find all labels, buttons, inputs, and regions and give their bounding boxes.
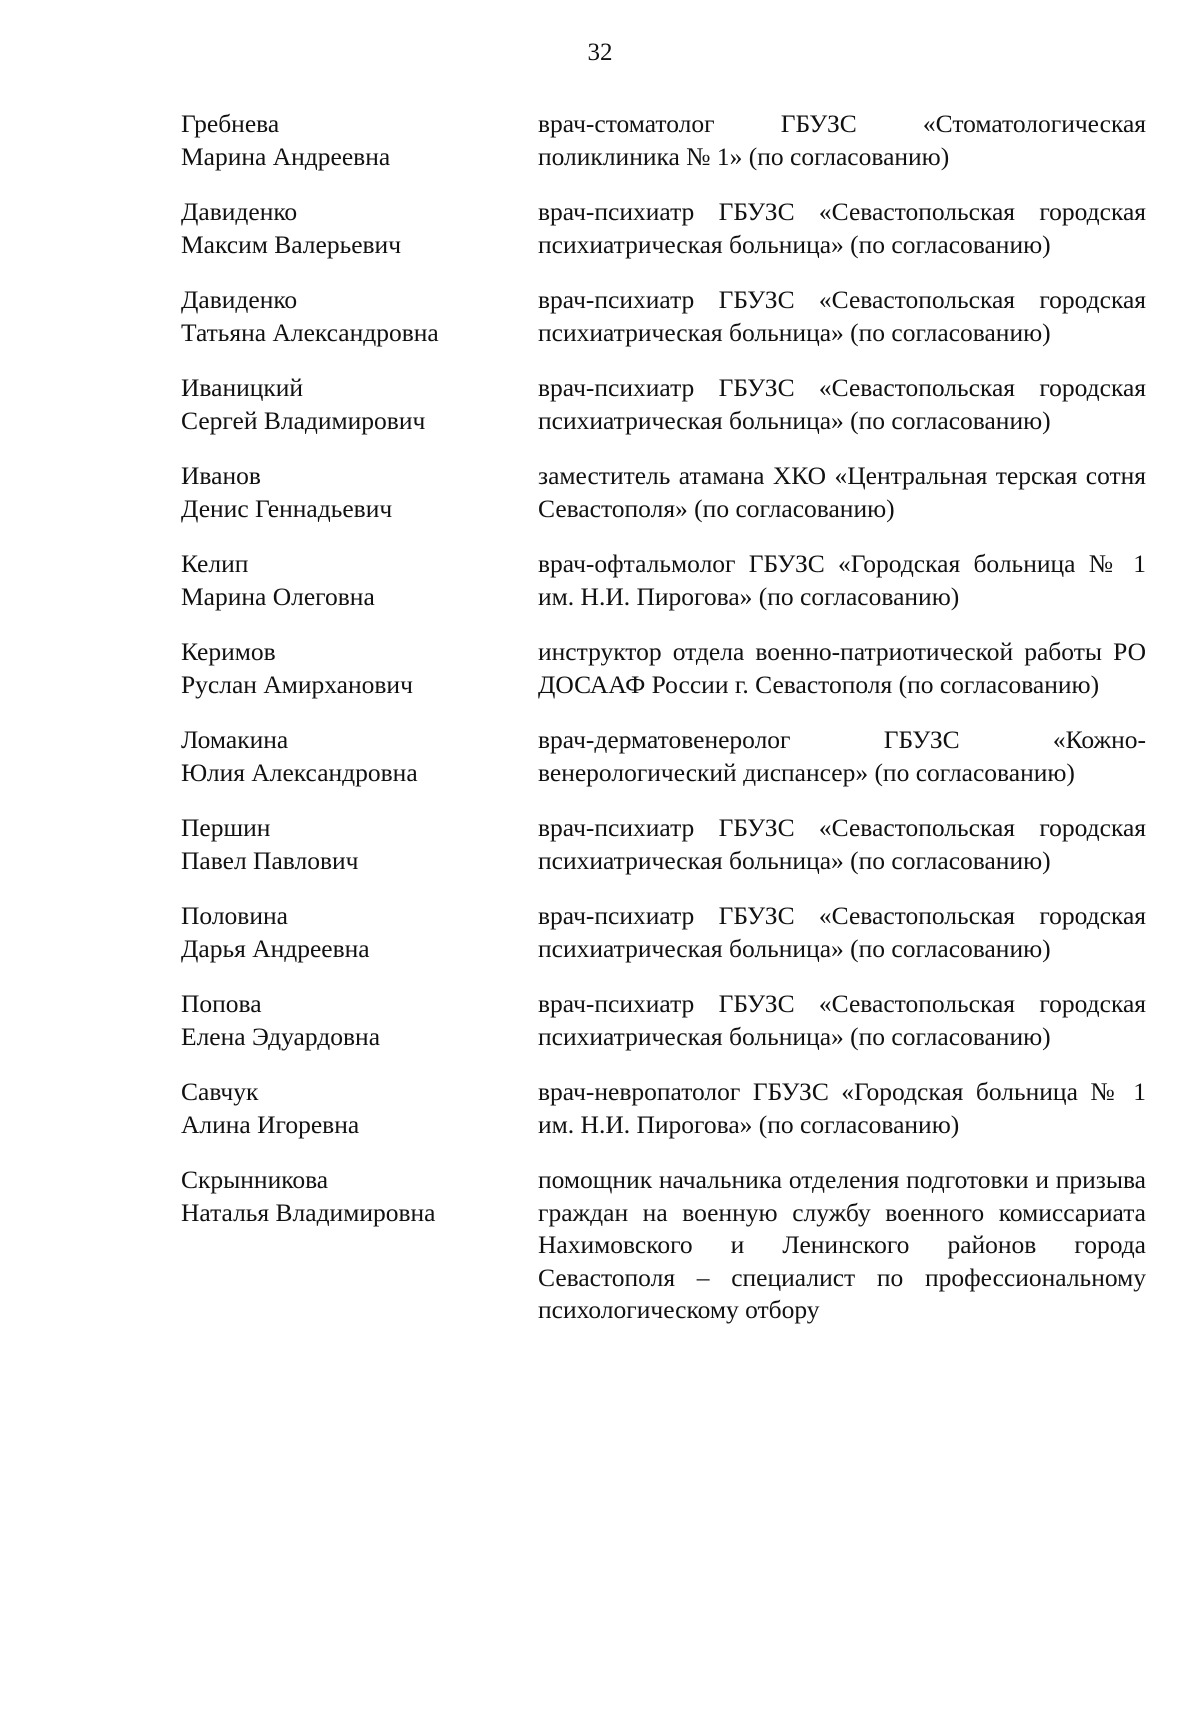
given-names: Татьяна Александровна xyxy=(181,317,439,347)
person-position: врач-психиатр ГБУЗС «Севастопольская городская психиатрическая больница» (по согласованию) xyxy=(538,285,1146,347)
surname: Келип xyxy=(181,549,249,578)
person-name xyxy=(181,812,538,877)
surname: Попова xyxy=(181,989,262,1018)
given-names: Руслан Амирханович xyxy=(181,669,413,699)
person-position: помощник начальника отделения подготовки и призыва граждан на военную службу военного комиссариата Нахимовского и Ленинского районов города Севастополя – специалист по профессиональному психологическому отбору xyxy=(538,1165,1146,1324)
given-names: Елена Эдуардовна xyxy=(181,1021,381,1051)
person-name xyxy=(181,460,538,525)
person-position: врач-психиатр ГБУЗС «Севастопольская городская психиатрическая больница» (по согласованию) xyxy=(538,197,1146,259)
surname: Ломакина xyxy=(181,725,289,754)
person-position: инструктор отдела военно-патриотической работы РО ДОСААФ России г. Севастополя (по согласованию) xyxy=(538,637,1146,699)
list-item xyxy=(181,548,1146,613)
person-position: врач-психиатр ГБУЗС «Севастопольская городская психиатрическая больница» (по согласованию) xyxy=(538,373,1146,435)
surname: Першин xyxy=(181,813,271,842)
person-position: врач-дерматовенеролог ГБУЗС «Кожно-венерологический диспансер» (по согласованию) xyxy=(538,725,1146,787)
given-names: Наталья Владимировна xyxy=(181,1197,436,1227)
list-item xyxy=(181,196,1146,261)
person-name xyxy=(181,636,538,701)
list-item xyxy=(181,988,1146,1053)
given-names: Денис Геннадьевич xyxy=(181,493,393,523)
person-position: врач-офтальмолог ГБУЗС «Городская больница № 1 им. Н.И. Пирогова» (по согласованию) xyxy=(538,549,1146,611)
surname: Савчук xyxy=(181,1077,259,1106)
given-names: Павел Павлович xyxy=(181,845,359,875)
list-item xyxy=(181,1164,1146,1327)
surname: Иваницкий xyxy=(181,373,304,402)
person-position: врач-психиатр ГБУЗС «Севастопольская городская психиатрическая больница» (по согласованию) xyxy=(538,901,1146,963)
list-item xyxy=(181,636,1146,701)
member-list xyxy=(181,108,1146,1350)
person-name xyxy=(181,1164,538,1327)
person-position: врач-невропатолог ГБУЗС «Городская больница № 1 им. Н.И. Пирогова» (по согласованию) xyxy=(538,1077,1146,1139)
list-item xyxy=(181,372,1146,437)
person-name xyxy=(181,284,538,349)
given-names: Юлия Александровна xyxy=(181,757,418,787)
list-item xyxy=(181,900,1146,965)
list-item xyxy=(181,284,1146,349)
surname: Скрынникова xyxy=(181,1165,329,1194)
list-item xyxy=(181,108,1146,173)
surname: Давиденко xyxy=(181,197,298,226)
surname: Керимов xyxy=(181,637,276,666)
surname: Гребнева xyxy=(181,109,280,138)
surname: Иванов xyxy=(181,461,261,490)
list-item xyxy=(181,812,1146,877)
person-name xyxy=(181,372,538,437)
list-item xyxy=(181,1076,1146,1141)
person-name xyxy=(181,196,538,261)
given-names: Дарья Андреевна xyxy=(181,933,370,963)
given-names: Алина Игоревна xyxy=(181,1109,360,1139)
person-name xyxy=(181,900,538,965)
person-position: врач-стоматолог ГБУЗС «Стоматологическая поликлиника № 1» (по согласованию) xyxy=(538,109,1146,171)
person-name xyxy=(181,548,538,613)
given-names: Сергей Владимирович xyxy=(181,405,426,435)
person-name xyxy=(181,108,538,173)
person-position: врач-психиатр ГБУЗС «Севастопольская городская психиатрическая больница» (по согласованию) xyxy=(538,813,1146,875)
surname: Давиденко xyxy=(181,285,298,314)
person-name xyxy=(181,1076,538,1141)
surname: Половина xyxy=(181,901,288,930)
page-number: 32 xyxy=(587,39,613,66)
given-names: Марина Олеговна xyxy=(181,581,375,611)
given-names: Марина Андреевна xyxy=(181,141,391,171)
list-item xyxy=(181,460,1146,525)
person-position: врач-психиатр ГБУЗС «Севастопольская городская психиатрическая больница» (по согласованию) xyxy=(538,989,1146,1051)
list-item xyxy=(181,724,1146,789)
person-position: заместитель атамана ХКО «Центральная терская сотня Севастополя» (по согласованию) xyxy=(538,461,1146,523)
given-names: Максим Валерьевич xyxy=(181,229,402,259)
person-name xyxy=(181,988,538,1053)
person-name xyxy=(181,724,538,789)
